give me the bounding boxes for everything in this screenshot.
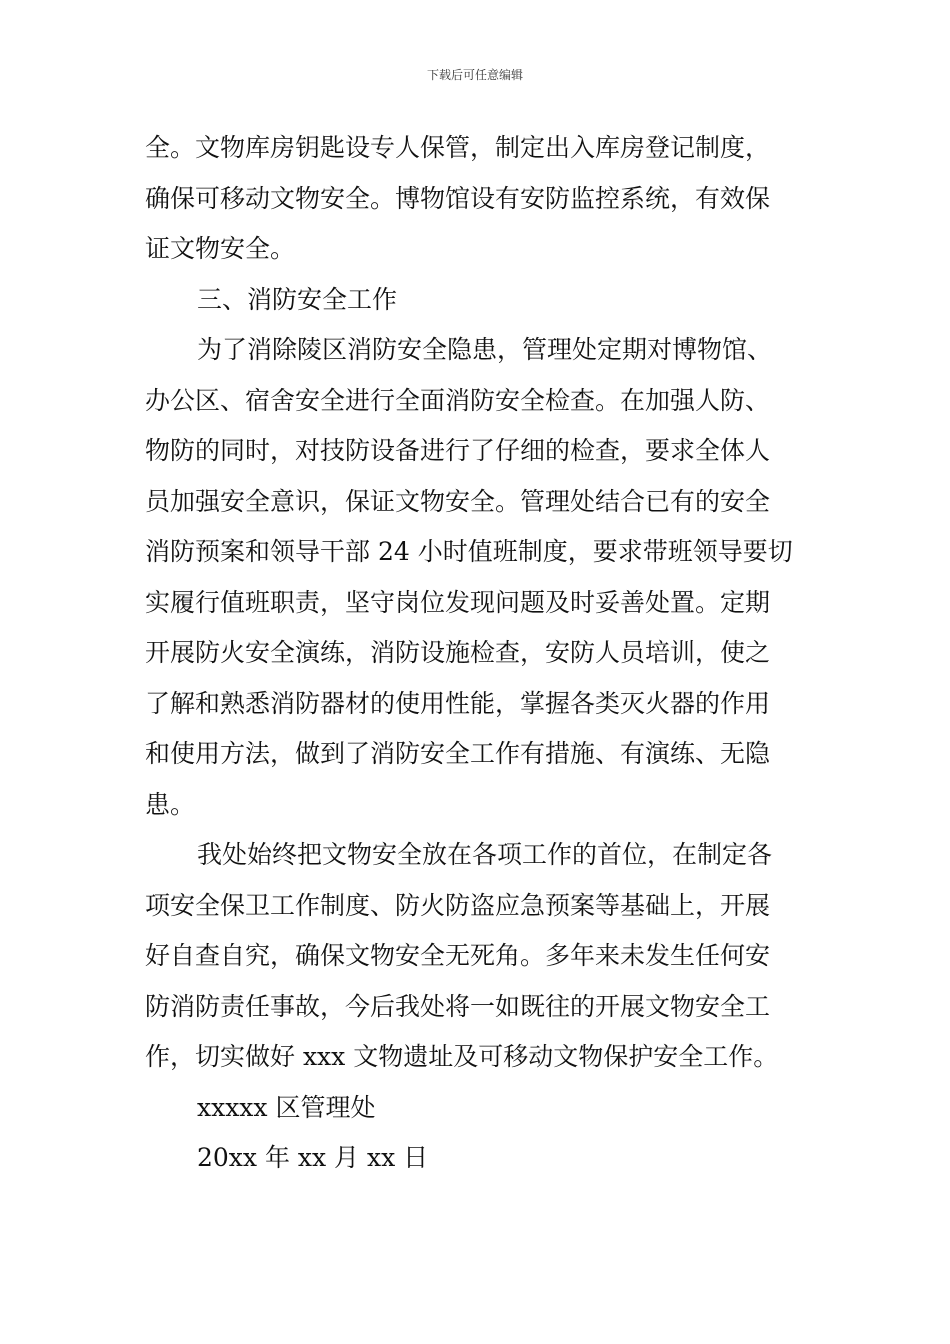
- text-line: 和使用方法，做到了消防安全工作有措施、有演练、无隐: [145, 739, 771, 768]
- text-line: 开展防火安全演练，消防设施检查，安防人员培训，使之: [145, 638, 771, 667]
- date-text: 20xx 年 xx 月 xx 日: [197, 1143, 429, 1172]
- text-line: 患。: [145, 789, 196, 819]
- document-body: [145, 123, 807, 1184]
- text-line: 员加强安全意识，保证文物安全。管理处结合已有的安全: [145, 486, 771, 516]
- signature-date: [145, 1133, 807, 1184]
- text-line: 作，切实做好 xxx 文物遗址及可移动文物保护安全工作。: [145, 1042, 779, 1071]
- text-line: 防消防责任事故，今后我处将一如既往的开展文物安全工: [145, 991, 771, 1021]
- text-line: 项安全保卫工作制度、防火防盗应急预案等基础上，开展: [145, 890, 771, 920]
- paragraph-continuation: [145, 123, 807, 275]
- section-heading: [145, 275, 807, 326]
- text-line: 确保可移动文物安全。博物馆设有安防监控系统，有效保: [145, 183, 771, 213]
- text-line: 好自查自究，确保文物安全无死角。多年来未发生任何安: [145, 941, 771, 970]
- text-line: 实履行值班职责，坚守岗位发现问题及时妥善处置。定期: [145, 587, 771, 617]
- paragraph-fire-safety: [145, 325, 807, 830]
- text-line: 证文物安全。: [145, 234, 296, 263]
- text-line: 了解和熟悉消防器材的使用性能，掌握各类灭火器的作用: [145, 688, 771, 718]
- header-note: 下载后可任意编辑: [426, 68, 523, 82]
- text-line: 消防预案和领导干部 24 小时值班制度，要求带班领导要切: [145, 537, 793, 566]
- paragraph-summary: [145, 830, 807, 1083]
- text-line: 物防的同时，对技防设备进行了仔细的检查，要求全体人: [145, 436, 771, 465]
- organization-name: xxxxx 区管理处: [197, 1092, 376, 1122]
- heading-text: 三、消防安全工作: [197, 284, 398, 314]
- text-line: 为了消除陵区消防安全隐患，管理处定期对博物馆、: [197, 335, 773, 364]
- text-line: 全。文物库房钥匙设专人保管，制定出入库房登记制度，: [145, 133, 771, 162]
- text-line: 我处始终把文物安全放在各项工作的首位，在制定各: [197, 840, 773, 869]
- signature-organization: [145, 1083, 807, 1134]
- text-line: 办公区、宿舍安全进行全面消防安全检查。在加强人防、: [145, 385, 771, 415]
